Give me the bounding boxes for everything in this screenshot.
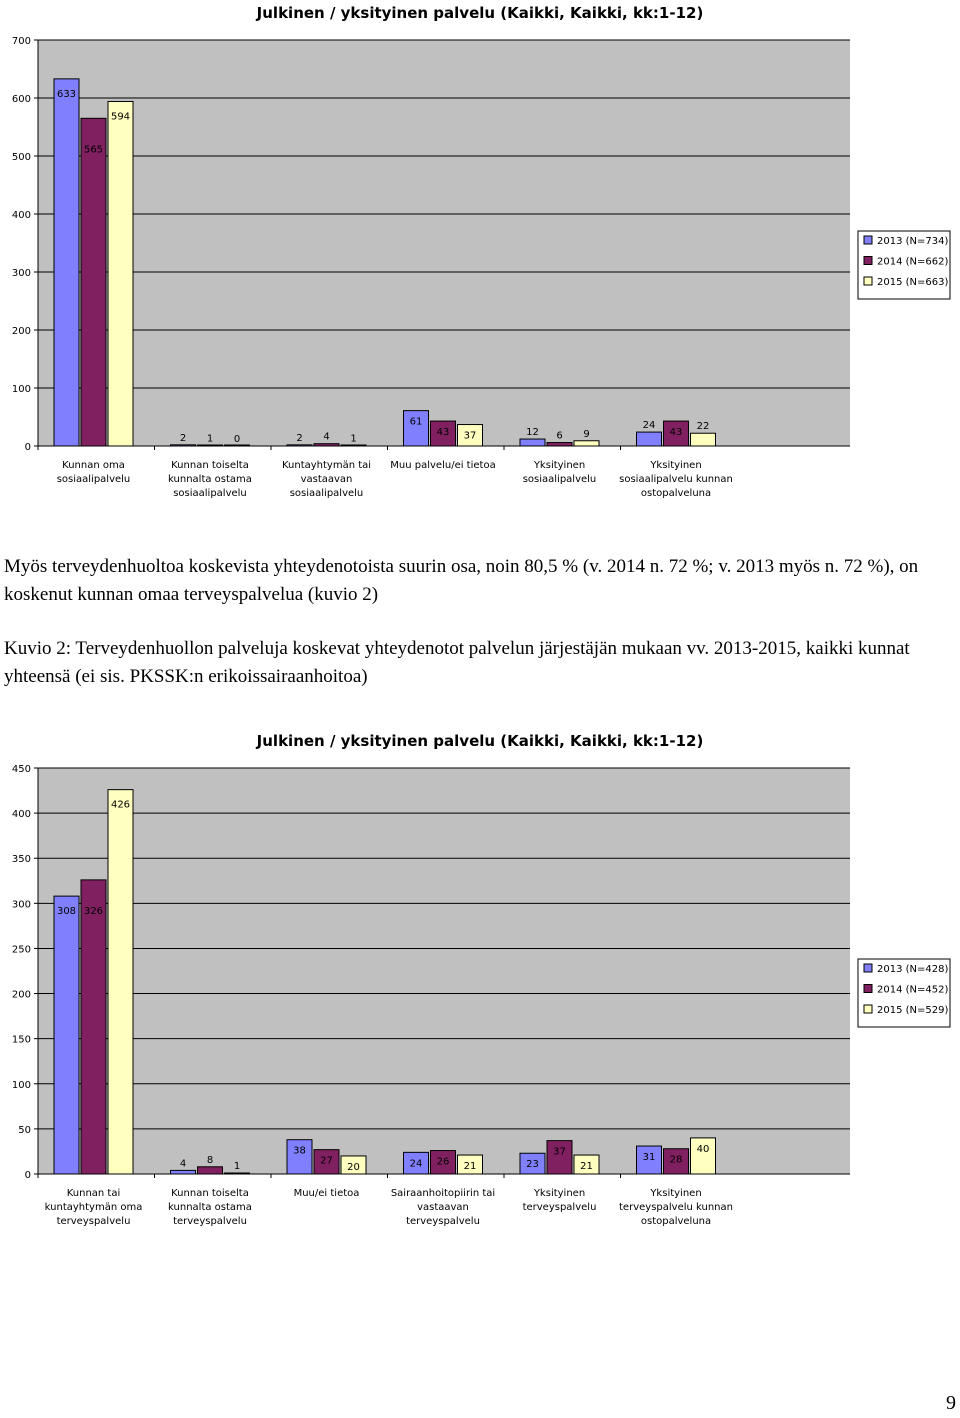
bar: [341, 445, 366, 446]
y-tick-label: 600: [11, 94, 31, 105]
y-tick-label: 0: [24, 442, 31, 453]
chart-title: Julkinen / yksityinen palvelu (Kaikki, Kaikki, kk:1-12): [256, 732, 704, 750]
data-label: 326: [83, 905, 104, 917]
bar: [81, 880, 106, 1174]
data-label: 4: [179, 1158, 187, 1170]
category-label: [619, 460, 733, 499]
data-label: 2: [179, 432, 187, 444]
legend-label: 2015 (N=663): [877, 277, 949, 288]
data-label: 37: [553, 1146, 566, 1158]
bar: [54, 79, 79, 446]
legend-label: 2014 (N=662): [877, 256, 949, 268]
data-label: 4: [323, 431, 330, 443]
category-label-line: Muu palvelu/ei tietoa: [390, 460, 496, 471]
bar: [171, 1170, 196, 1174]
data-label: 633: [56, 88, 77, 100]
data-label: 1: [206, 433, 214, 445]
y-tick-label: 400: [11, 210, 31, 221]
data-label: 21: [463, 1161, 477, 1173]
legend-swatch: [864, 277, 872, 285]
chart-title: Julkinen / yksityinen palvelu (Kaikki, Kaikki, kk:1-12): [256, 4, 704, 22]
category-label: [391, 1188, 495, 1227]
category-label-line: Yksityinen: [533, 1188, 586, 1199]
category-label-line: sosiaalipalvelu kunnan: [619, 474, 733, 485]
legend-swatch: [864, 1005, 872, 1013]
data-label: 23: [526, 1159, 539, 1171]
chart-2: [0, 728, 960, 1238]
y-tick-label: 200: [11, 989, 31, 1001]
y-tick-label: 0: [24, 1170, 31, 1181]
category-label: [523, 460, 597, 485]
body-paragraph: Myös terveydenhuoltoa koskevista yhteydenotoista suurin osa, noin 80,5 % (v. 2014 n. 72 %; v. 2013 myös n. 72 %), on koskenut kunnan omaa terveyspalvelua (kuvio 2): [4, 556, 919, 605]
bar: [198, 445, 223, 446]
plot-area: [38, 768, 850, 1174]
bar: [574, 441, 599, 446]
figure-caption: Kuvio 2: Terveydenhuollon palveluja koskevat yhteydenotot palvelun järjestäjän mukaan vv. 2013-2015, kaikki kunnat yhteensä (ei sis. PKSSK:n erikoissairaanhoitoa): [4, 638, 910, 687]
chart-1: [0, 0, 960, 510]
category-label-line: vastaavan: [417, 1202, 469, 1213]
data-label: 594: [110, 111, 131, 123]
legend-swatch: [864, 985, 872, 993]
data-label: 61: [409, 416, 423, 428]
data-label: 0: [233, 434, 241, 445]
data-label: 426: [110, 799, 131, 811]
data-label: 9: [583, 428, 590, 440]
y-tick-label: 350: [11, 854, 31, 866]
legend-label: 2015 (N=529): [877, 1005, 949, 1016]
category-label-line: terveyspalvelu: [173, 1216, 247, 1227]
data-label: 12: [526, 427, 539, 439]
legend-swatch: [864, 236, 872, 244]
bar: [108, 790, 133, 1174]
data-label: 24: [642, 420, 656, 432]
category-label-line: Sairaanhoitopiirin tai: [390, 1188, 496, 1199]
y-tick-label: 100: [11, 1079, 31, 1091]
y-tick-label: 100: [11, 384, 31, 395]
category-label-line: Kunnan tai: [66, 1188, 121, 1199]
bar: [108, 101, 133, 446]
data-label: 43: [436, 427, 450, 439]
legend-label: 2013 (N=734): [877, 236, 949, 247]
y-tick-label: 300: [11, 899, 31, 911]
category-label: [168, 460, 252, 499]
y-tick-label: 50: [18, 1124, 31, 1136]
bar: [198, 1167, 223, 1174]
data-label: 43: [669, 427, 683, 439]
bar: [547, 443, 572, 446]
data-label: 28: [669, 1154, 683, 1166]
bar: [225, 1173, 250, 1174]
category-label-line: Yksityinen: [650, 1188, 702, 1199]
category-label-line: Kunnan toiselta: [171, 460, 249, 471]
data-label: 6: [556, 430, 563, 442]
data-label: 565: [83, 144, 104, 156]
category-label-line: sosiaalipalvelu: [289, 488, 364, 499]
legend-label: 2013 (N=428): [877, 964, 949, 975]
bar: [54, 896, 79, 1174]
data-label: 27: [320, 1155, 333, 1167]
category-label-line: Kuntayhtymän tai: [281, 460, 372, 471]
category-label-line: sosiaalipalvelu: [522, 474, 597, 485]
data-label: 37: [463, 430, 477, 442]
y-tick-label: 250: [11, 944, 31, 956]
data-label: 20: [347, 1161, 360, 1173]
category-label-line: Yksityinen: [650, 460, 702, 471]
category-label: [168, 1188, 252, 1227]
category-label-line: terveyspalvelu kunnan: [619, 1202, 733, 1213]
data-label: 31: [642, 1152, 656, 1164]
data-label: 22: [696, 421, 710, 433]
bar: [314, 444, 339, 446]
y-tick-label: 500: [11, 152, 31, 163]
category-label-line: Kunnan oma: [62, 460, 125, 471]
category-label-line: ostopalveluna: [640, 488, 712, 499]
legend-label: 2014 (N=452): [877, 984, 949, 996]
category-label-line: terveyspalvelu: [56, 1216, 131, 1227]
y-tick-label: 150: [11, 1034, 31, 1046]
page-number: 9: [946, 1392, 956, 1414]
bar: [81, 118, 106, 446]
bar: [171, 445, 196, 446]
category-label: [619, 1188, 733, 1227]
y-tick-label: 300: [11, 268, 31, 279]
data-label: 24: [409, 1158, 423, 1170]
y-tick-label: 200: [11, 326, 31, 337]
category-label: [282, 460, 371, 499]
bar: [691, 433, 716, 446]
category-label: [390, 460, 495, 471]
data-label: 26: [436, 1156, 450, 1168]
data-label: 1: [350, 433, 357, 445]
data-label: 8: [206, 1154, 214, 1166]
category-label-line: Muu/ei tietoa: [293, 1188, 360, 1199]
category-label-line: kunnalta ostama: [168, 474, 252, 485]
category-label-line: Kunnan toiselta: [171, 1188, 249, 1199]
category-label-line: sosiaalipalvelu: [173, 488, 247, 499]
category-label: [294, 1188, 360, 1199]
bar: [520, 439, 545, 446]
category-label-line: Yksityinen: [533, 460, 586, 471]
data-label: 21: [580, 1161, 593, 1173]
bar: [637, 432, 662, 446]
data-label: 308: [56, 906, 77, 918]
data-label: 2: [296, 432, 303, 444]
y-tick-label: 700: [11, 36, 31, 47]
category-label-line: kuntayhtymän oma: [44, 1202, 143, 1213]
bar: [225, 445, 250, 446]
category-label: [57, 460, 131, 485]
y-tick-label: 400: [11, 809, 31, 821]
plot-area: [38, 40, 850, 446]
category-label: [523, 1188, 597, 1213]
data-label: 40: [696, 1143, 710, 1155]
category-label-line: terveyspalvelu: [522, 1202, 597, 1213]
legend-swatch: [864, 964, 872, 972]
category-label-line: terveyspalvelu: [406, 1216, 480, 1227]
bar: [287, 445, 312, 446]
category-label-line: vastaavan: [300, 474, 353, 485]
category-label: [45, 1188, 143, 1227]
category-label-line: sosiaalipalvelu: [56, 474, 131, 485]
legend-swatch: [864, 257, 872, 265]
y-tick-label: 450: [11, 764, 31, 775]
category-label-line: kunnalta ostama: [168, 1202, 252, 1213]
data-label: 38: [293, 1145, 306, 1157]
data-label: 1: [233, 1161, 241, 1173]
category-label-line: ostopalveluna: [640, 1216, 712, 1227]
